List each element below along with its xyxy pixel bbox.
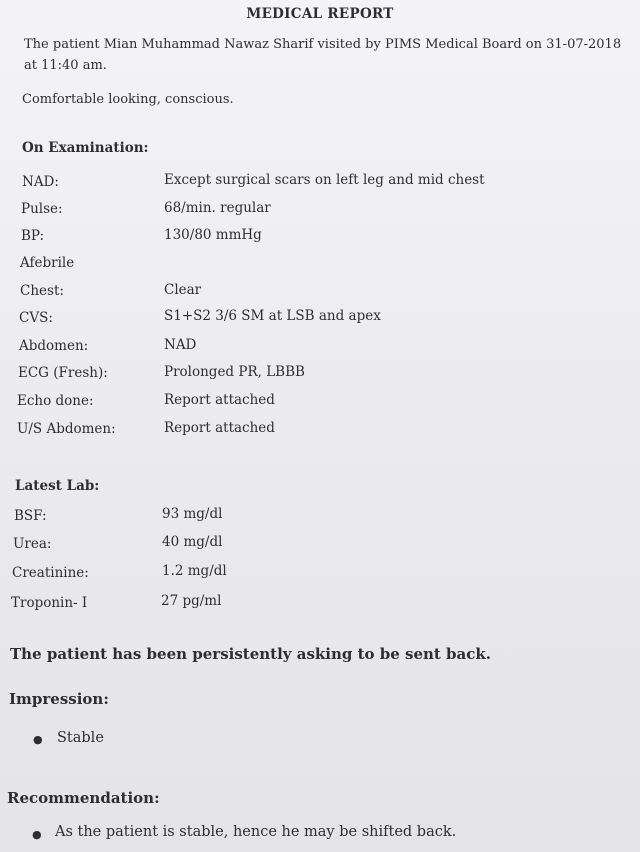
exam-label-pulse: Pulse: xyxy=(21,201,63,217)
exam-label-abdomen: Abdomen: xyxy=(19,338,89,354)
patient-request-statement: The patient has been persistently asking to be sent back. xyxy=(10,645,492,663)
lab-value-urea: 40 mg/dl xyxy=(162,534,223,550)
lab-label-troponin: Troponin- I xyxy=(11,595,88,611)
exam-value-nad: Except surgical scars on left leg and mid chest xyxy=(164,172,485,188)
exam-value-us-abdomen: Report attached xyxy=(164,420,275,436)
exam-value-cvs: S1+S2 3/6 SM at LSB and apex xyxy=(164,308,381,324)
lab-label-creatinine: Creatinine: xyxy=(12,565,89,581)
report-title: MEDICAL REPORT xyxy=(246,6,394,22)
exam-value-abdomen: NAD xyxy=(164,337,197,353)
lab-value-bsf: 93 mg/dl xyxy=(162,506,223,522)
recommendation-item: As the patient is stable, hence he may be shifted back. xyxy=(55,824,457,840)
lab-heading: Latest Lab: xyxy=(15,478,100,494)
exam-label-afebrile: Afebrile xyxy=(20,255,75,271)
lab-value-creatinine: 1.2 mg/dl xyxy=(162,563,227,579)
exam-label-ecg: ECG (Fresh): xyxy=(18,365,108,381)
impression-item: Stable xyxy=(57,730,104,746)
examination-heading: On Examination: xyxy=(22,140,149,156)
lab-label-bsf: BSF: xyxy=(14,508,47,524)
exam-label-chest: Chest: xyxy=(20,283,64,299)
exam-value-pulse: 68/min. regular xyxy=(164,200,271,216)
recommendation-heading: Recommendation: xyxy=(7,789,160,807)
exam-label-nad: NAD: xyxy=(22,174,59,190)
exam-label-cvs: CVS: xyxy=(19,310,53,326)
lab-value-troponin: 27 pg/ml xyxy=(161,593,222,609)
bullet-icon: ● xyxy=(32,828,42,841)
impression-heading: Impression: xyxy=(9,690,109,708)
exam-label-us-abdomen: U/S Abdomen: xyxy=(17,421,116,437)
lab-label-urea: Urea: xyxy=(13,536,52,552)
exam-value-ecg: Prolonged PR, LBBB xyxy=(164,364,305,380)
bullet-icon: ● xyxy=(33,733,43,746)
exam-value-echo: Report attached xyxy=(164,392,275,408)
report-intro: The patient Mian Muhammad Nawaz Sharif visited by PIMS Medical Board on 31-07-2018 at 11:40 am. xyxy=(24,37,622,73)
exam-label-echo: Echo done: xyxy=(17,393,94,409)
exam-value-chest: Clear xyxy=(164,282,202,298)
exam-value-bp: 130/80 mmHg xyxy=(164,227,262,243)
exam-label-bp: BP: xyxy=(21,228,45,244)
general-condition: Comfortable looking, conscious. xyxy=(22,92,234,107)
